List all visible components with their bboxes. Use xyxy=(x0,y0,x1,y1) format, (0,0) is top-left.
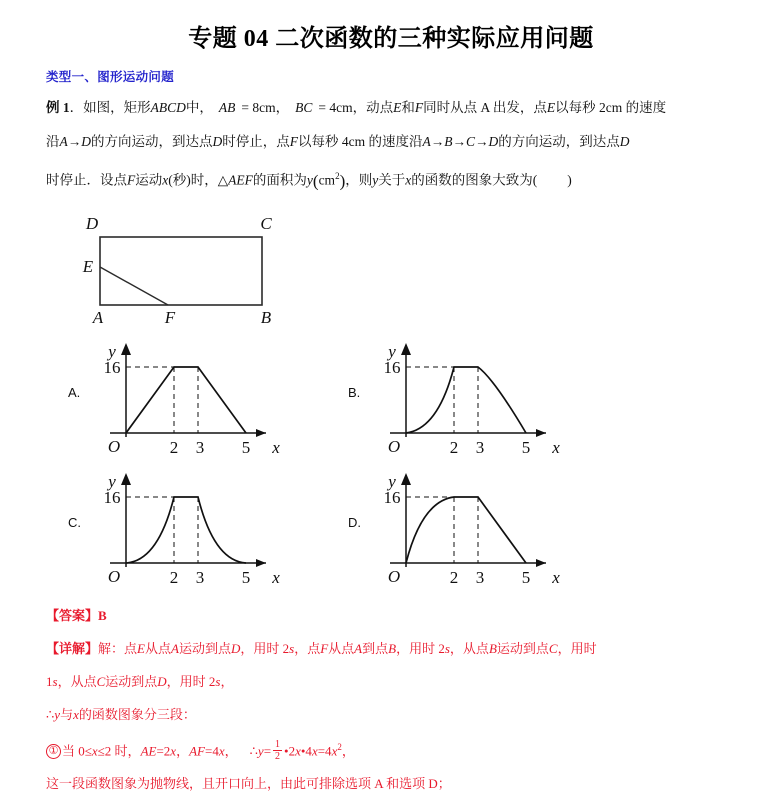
explanation-text: 从点 xyxy=(144,640,171,656)
vertex-label-c: C xyxy=(260,213,272,233)
explanation-text: 与 xyxy=(60,706,74,722)
explanation-line-1 xyxy=(46,632,736,665)
unit-cm: cm xyxy=(318,172,336,188)
problem-text: ， xyxy=(275,100,290,115)
x-axis-label: x xyxy=(552,437,560,457)
variable-y: y xyxy=(306,172,313,188)
xtick-5: 5 xyxy=(521,437,531,457)
problem-statement xyxy=(46,91,736,199)
y-axis-arrow xyxy=(401,343,411,355)
point-f: F xyxy=(320,640,329,656)
x-axis-arrow xyxy=(256,429,266,437)
y-axis-label: y xyxy=(388,471,396,491)
explanation-text: ，用时 2 xyxy=(396,640,445,656)
problem-text: 以每秒 4cm 的速度沿 xyxy=(298,134,423,149)
unit-second: s xyxy=(52,673,58,689)
problem-text: 的函数的图象大致为( xyxy=(411,172,538,188)
segment-ab: AB xyxy=(218,100,236,115)
y-axis-arrow xyxy=(121,343,131,355)
paren-open: ( xyxy=(312,171,319,191)
y-axis-label: y xyxy=(108,471,116,491)
graph-d-svg xyxy=(370,463,600,589)
answer-options xyxy=(0,333,782,593)
vertex-label-d: D xyxy=(85,213,99,233)
xtick-3: 3 xyxy=(475,437,485,457)
option-a[interactable] xyxy=(60,333,360,461)
curve-a xyxy=(126,367,246,433)
page-bottom-cutoff xyxy=(0,784,782,791)
x-axis-label: x xyxy=(552,567,560,587)
problem-line-1 xyxy=(46,91,736,125)
xtick-2: 2 xyxy=(169,567,179,587)
problem-text: (秒)时， xyxy=(168,172,218,188)
explanation-text: 当 0≤ xyxy=(62,742,92,758)
option-c-label: C. xyxy=(68,514,81,530)
y-axis-arrow xyxy=(121,473,131,485)
graph-a-svg xyxy=(90,333,320,459)
unit-second: s xyxy=(215,673,221,689)
problem-text: 同时从点 A 出发，点 xyxy=(423,100,547,115)
variable-x: x xyxy=(218,742,225,758)
segment-ae: AE xyxy=(140,742,157,758)
rect-name: ABCD xyxy=(150,100,186,115)
problem-text: 的方向运动，到达点 xyxy=(498,134,620,149)
ab-value: = 8cm xyxy=(241,100,276,115)
x-axis-arrow xyxy=(536,429,546,437)
point-d: D xyxy=(619,134,630,149)
y-axis-label: y xyxy=(388,341,396,361)
explanation-tag: 【详解】 xyxy=(46,640,99,656)
explanation-text: =4 xyxy=(317,742,332,758)
x-axis-label: x xyxy=(272,437,280,457)
vertex-label-b: B xyxy=(260,307,272,327)
point-e: E xyxy=(137,640,145,656)
problem-text: 以每秒 2cm 的速度 xyxy=(555,100,667,115)
therefore-symbol: ∴ xyxy=(46,706,55,722)
explanation-text: •4 xyxy=(300,742,312,758)
y-axis-label: y xyxy=(108,341,116,361)
variable-x: x xyxy=(405,172,412,188)
variable-x: x xyxy=(73,706,79,722)
explanation-text: 运动到点 xyxy=(496,640,549,656)
segment-ef xyxy=(100,267,168,305)
paren-close: ) xyxy=(339,171,346,191)
triangle-aef: AEF xyxy=(228,172,253,188)
option-b-label: B. xyxy=(348,384,361,400)
option-a-graph xyxy=(90,333,320,464)
explanation-text: 从点 xyxy=(328,640,355,656)
explanation-text: ， xyxy=(176,742,190,758)
xtick-5: 5 xyxy=(521,567,531,587)
point-a: A xyxy=(171,640,179,656)
origin-label: O xyxy=(107,436,121,456)
xtick-3: 3 xyxy=(475,567,485,587)
variable-x: x xyxy=(331,742,338,758)
explanation-text: ≤2 时， xyxy=(97,742,141,758)
explanation-text: =4 xyxy=(204,742,219,758)
x-axis-label: x xyxy=(272,567,280,587)
xtick-2: 2 xyxy=(449,567,459,587)
problem-label: 例 1 xyxy=(46,100,70,115)
option-b[interactable] xyxy=(340,333,640,461)
explanation-text: = xyxy=(263,742,272,758)
point-e: E xyxy=(546,100,556,115)
explanation-text: ，用时 xyxy=(557,640,597,656)
problem-text: ，则 xyxy=(345,172,373,188)
ytick-16: 16 xyxy=(383,487,401,507)
problem-text: 时停止．设点 xyxy=(46,172,127,188)
point-f: F xyxy=(289,134,298,149)
explanation-text: ，从点 xyxy=(449,640,489,656)
bc-value: = 4cm xyxy=(318,100,353,115)
problem-text: ．如图，矩形 xyxy=(69,100,151,115)
explanation-text: •2 xyxy=(284,742,296,758)
rectangle-shape xyxy=(100,237,262,305)
problem-text: 运动 xyxy=(135,172,163,188)
point-b: B xyxy=(388,640,397,656)
explanation-line-2 xyxy=(46,665,736,698)
graph-b-svg xyxy=(370,333,600,459)
path-a-to-d: A→D xyxy=(59,134,91,149)
x-axis-arrow xyxy=(256,559,266,567)
explanation-text: 运动到点 xyxy=(178,640,231,656)
y-axis-arrow xyxy=(401,473,411,485)
point-f: F xyxy=(127,172,136,188)
option-c[interactable] xyxy=(60,463,360,591)
variable-x: x xyxy=(311,742,318,758)
xtick-3: 3 xyxy=(195,567,205,587)
curve-d xyxy=(406,497,526,563)
triangle-icon: △ xyxy=(217,172,229,188)
variable-x: x xyxy=(162,172,169,188)
explanation-text: 运动到点 xyxy=(105,673,158,689)
unit-second: s xyxy=(444,640,450,656)
problem-text: 时停止，点 xyxy=(222,134,290,149)
option-d-label: D. xyxy=(348,514,361,530)
xtick-2: 2 xyxy=(449,437,459,457)
explanation-text: ，用时 2 xyxy=(166,673,216,689)
explanation-text: 解：点 xyxy=(98,640,138,656)
step-number-1: ① xyxy=(46,744,61,759)
answer-explanation xyxy=(46,599,736,800)
variable-y: y xyxy=(257,742,264,758)
ytick-16: 16 xyxy=(383,357,401,377)
explanation-line-3 xyxy=(46,698,736,731)
answer-tag: 【答案】 xyxy=(46,607,99,623)
page-title: 专题 04 二次函数的三种实际应用问题 xyxy=(188,26,594,52)
xtick-5: 5 xyxy=(241,567,251,587)
exponent-2: 2 xyxy=(337,741,342,752)
xtick-2: 2 xyxy=(169,437,179,457)
explanation-text: ， xyxy=(341,742,355,758)
point-a: A xyxy=(354,640,363,656)
explanation-text: 1 xyxy=(46,673,53,689)
problem-text: ) xyxy=(567,172,572,188)
unit-exponent: 2 xyxy=(335,171,340,181)
explanation-text: ，点 xyxy=(294,640,321,656)
variable-y: y xyxy=(372,172,379,188)
x-axis-arrow xyxy=(536,559,546,567)
problem-line-3 xyxy=(46,159,736,199)
problem-text: 关于 xyxy=(378,172,406,188)
point-d: D xyxy=(230,640,241,656)
segment-af: AF xyxy=(189,742,205,758)
option-b-graph xyxy=(370,333,600,464)
path-a-b-c-d: A→B→C→D xyxy=(422,134,499,149)
explanation-line-4 xyxy=(46,731,736,767)
option-c-graph xyxy=(90,463,320,594)
variable-y: y xyxy=(54,706,61,722)
origin-label: O xyxy=(387,436,401,456)
fraction-denominator: 2 xyxy=(275,751,281,763)
explanation-text: ， xyxy=(220,673,234,689)
point-c: C xyxy=(96,673,106,689)
vertex-label-f: F xyxy=(164,307,176,327)
explanation-text: 的函数图象分三段： xyxy=(78,706,196,722)
segment-bc: BC xyxy=(295,100,313,115)
option-a-label: A. xyxy=(68,384,81,400)
answer-line xyxy=(46,599,736,632)
point-c: C xyxy=(548,640,558,656)
problem-text: ，动点 xyxy=(352,100,394,115)
variable-x: x xyxy=(91,742,98,758)
xtick-5: 5 xyxy=(241,437,251,457)
ytick-16: 16 xyxy=(103,487,121,507)
explanation-text: ， xyxy=(224,742,238,758)
rectangle-abcd-diagram xyxy=(70,209,330,327)
vertex-label-e: E xyxy=(82,256,94,276)
explanation-text: ，从点 xyxy=(57,673,97,689)
explanation-line-5: 这一段函数图象为抛物线，且开口向上，由此可排除选项 A 和选项 D； xyxy=(46,775,451,791)
origin-label: O xyxy=(387,566,401,586)
problem-line-2 xyxy=(46,125,736,159)
problem-text: 沿 xyxy=(46,134,60,149)
explanation-text: ，用时 2 xyxy=(240,640,290,656)
fraction-numerator: 1 xyxy=(275,739,281,751)
answer-value: B xyxy=(98,607,107,623)
graph-c-svg xyxy=(90,463,320,589)
therefore-symbol: ∴ xyxy=(249,742,258,758)
unit-second: s xyxy=(289,640,295,656)
problem-text: 和 xyxy=(401,100,415,115)
curve-b xyxy=(406,367,526,433)
ytick-16: 16 xyxy=(103,357,121,377)
variable-x: x xyxy=(295,742,301,758)
xtick-3: 3 xyxy=(195,437,205,457)
point-f: F xyxy=(414,100,424,115)
problem-text: 的方向运动，到达点 xyxy=(91,134,213,149)
origin-label: O xyxy=(107,566,121,586)
point-b: B xyxy=(488,640,497,656)
curve-c xyxy=(126,497,246,563)
explanation-text: 到点 xyxy=(362,640,389,656)
point-d: D xyxy=(212,134,223,149)
vertex-label-a: A xyxy=(92,307,104,327)
option-d[interactable] xyxy=(340,463,640,591)
explanation-text: =2 xyxy=(156,742,171,758)
point-e: E xyxy=(393,100,402,115)
option-d-graph xyxy=(370,463,600,594)
fraction-one-half xyxy=(273,739,282,762)
section-header: 类型一、图形运动问题 xyxy=(46,70,175,84)
variable-x: x xyxy=(170,742,177,758)
problem-text: 中， xyxy=(185,100,213,115)
rectangle-figure-svg xyxy=(70,209,330,327)
problem-text: 的面积为 xyxy=(252,172,307,188)
point-d: D xyxy=(157,673,167,689)
